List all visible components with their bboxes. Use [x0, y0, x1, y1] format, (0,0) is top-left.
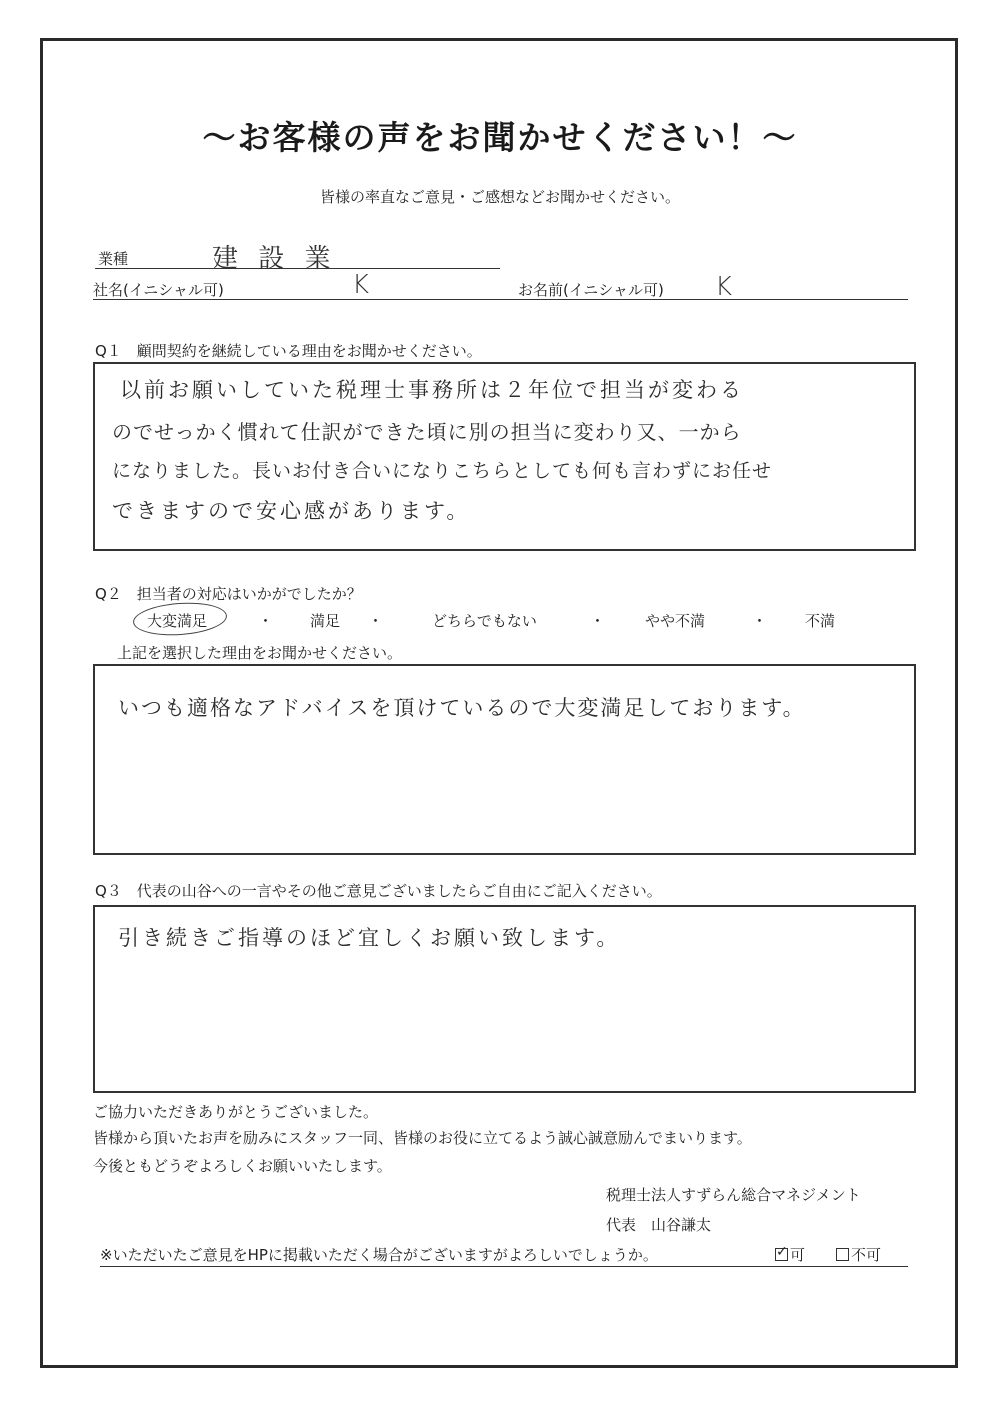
signature-representative: 代表 山谷謙太	[606, 1216, 712, 1234]
company-name-underline	[93, 299, 908, 300]
q1-answer-line: になりました。長いお付き合いになりこちらとしても何も言わずにお任せ	[112, 460, 773, 482]
industry-underline	[95, 268, 500, 269]
q1-answer-line: のでせっかく慣れて仕訳ができた頃に別の担当に変わり又、一から	[112, 420, 742, 444]
company-value: K	[352, 270, 370, 300]
q1-question: Q１ 顧問契約を継続している理由をお聞かせください。	[95, 342, 482, 360]
closing-line: 今後ともどうぞよろしくお願いいたします。	[93, 1157, 392, 1175]
signature-company: 税理士法人すずらん総合マネジメント	[606, 1186, 861, 1204]
permission-ng-label: 不可	[851, 1246, 882, 1264]
q2-answer-line: いつも適格なアドバイスを頂けているので大変満足しております。	[118, 696, 806, 720]
page-subtitle: 皆様の率直なご意見・ご感想などお聞かせください。	[319, 188, 680, 206]
permission-ok-label: 可	[790, 1246, 806, 1264]
option-satisfied[interactable]: 満足	[310, 612, 341, 630]
permission-ng[interactable]	[836, 1244, 881, 1265]
closing-line: 皆様から頂いたお声を励みにスタッフ一同、皆様のお役に立てるよう誠心誠意励んでまいります。	[93, 1129, 752, 1147]
option-separator: ・	[368, 612, 384, 630]
q3-answer-line: 引き続きご指導のほど宜しくお願い致します。	[118, 926, 621, 950]
name-label: お名前(イニシャル可)	[518, 281, 664, 299]
permission-text: ※いただいたご意見をHPに掲載いただく場合がございますがよろしいでしょうか。	[100, 1246, 658, 1264]
option-separator: ・	[752, 612, 768, 630]
q2-question: Q２ 担当者の対応はいかがでしたか？	[95, 585, 362, 603]
page-title: ～お客様の声をお聞かせください！～	[202, 118, 798, 157]
permission-underline	[100, 1266, 908, 1267]
company-label: 社名(イニシャル可)	[93, 281, 224, 299]
q3-question: Q３ 代表の山谷への一言やその他ご意見ございましたらご自由にご記入ください。	[95, 882, 662, 900]
industry-label: 業種	[98, 250, 129, 268]
option-very-satisfied[interactable]: 大変満足	[147, 612, 208, 630]
q2-reason-prompt: 上記を選択した理由をお聞かせください。	[117, 644, 403, 662]
option-somewhat-dissatisfied[interactable]: やや不満	[645, 612, 706, 630]
checkbox-checked-icon[interactable]	[775, 1248, 788, 1261]
closing-line: ご協力いただきありがとうございました。	[93, 1103, 379, 1121]
option-separator: ・	[590, 612, 606, 630]
option-separator: ・	[258, 612, 274, 630]
option-dissatisfied[interactable]: 不満	[805, 612, 836, 630]
industry-value: 建 設 業	[212, 244, 337, 274]
permission-ok[interactable]	[775, 1244, 805, 1265]
q1-answer-line: できますので安心感があります。	[112, 499, 471, 523]
option-neutral[interactable]: どちらでもない	[432, 612, 537, 630]
name-value: K	[715, 272, 733, 302]
checkbox-empty-icon[interactable]	[836, 1248, 849, 1261]
q1-answer-line: 以前お願いしていた税理士事務所は２年位で担当が変わる	[120, 378, 744, 402]
